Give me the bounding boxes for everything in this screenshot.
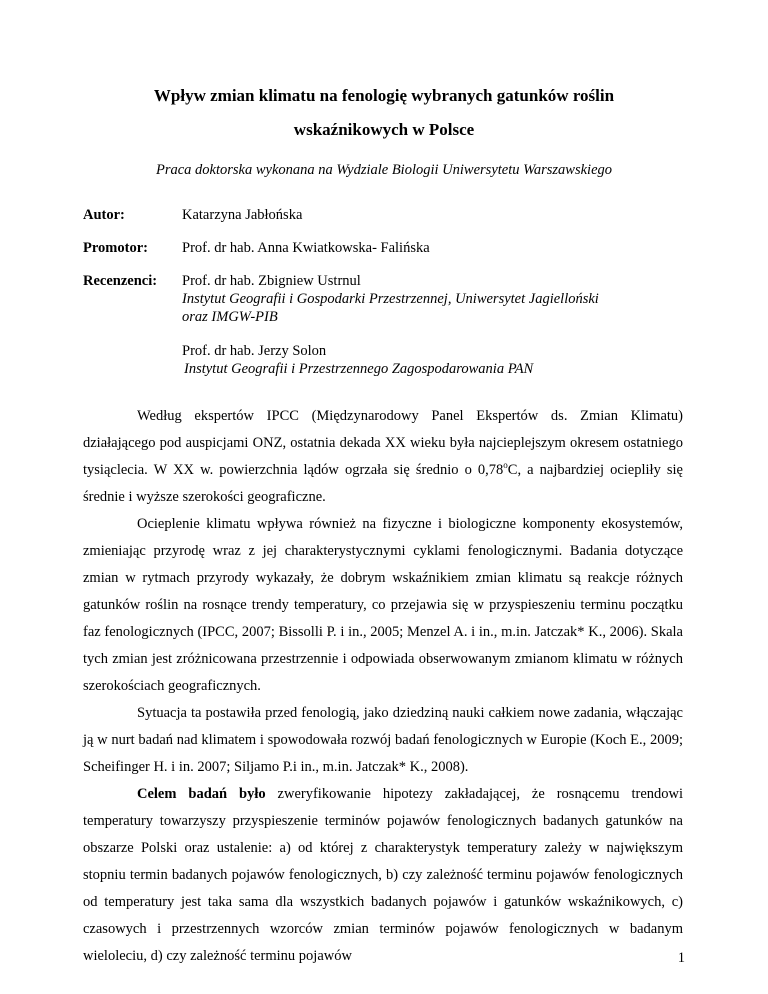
reviewer-1 [182, 272, 599, 326]
aim-heading: Celem badań było [137, 786, 266, 802]
reviewer-2-affiliation: Instytut Geografii i Przestrzennego Zagospodarowania PAN [184, 361, 534, 377]
reviewer-2 [182, 342, 533, 378]
promotor-label: Promotor: [83, 240, 148, 256]
document-title [100, 79, 668, 147]
paragraph-1: Według ekspertów IPCC (Międzynarodowy Panel Ekspertów ds. Zmian Klimatu) działającego pod auspicjami ONZ, ostatnia dekada XX wieku była najcieplejszym okresem ostatniego tysiąclecia. W XX w. powierzchnia lądów ogrzała się średnio o 0,78$^o$C, a najbardziej ociepliły się średnie i wyższe szerokości geograficzne. [83, 408, 683, 505]
reviewers-label: Recenzenci: [83, 273, 158, 289]
body-text [83, 403, 683, 970]
reviewer-1-affiliation-2: oraz IMGW-PIB [182, 309, 278, 325]
reviewer-2-name: Prof. dr hab. Jerzy Solon [182, 343, 327, 359]
title-line-2: wskaźnikowych w Polsce [293, 120, 475, 139]
author-name: Katarzyna Jabłońska [182, 207, 303, 223]
title-line-1: Wpływ zmian klimatu na fenologię wybranych gatunków roślin [153, 86, 615, 105]
document-subtitle: Praca doktorska wykonana na Wydziale Biologii Uniwersytetu Warszawskiego [155, 162, 613, 178]
paragraph-3: Sytuacja ta postawiła przed fenologią, jako dziedziną nauki całkiem nowe zadania, włączając ją w nurt badań nad klimatem i spowodowała rozwój badań fenologicznych w Europie (Koch E., 2009; Scheifinger H. i in. 2007; Siljamo P.i in., m.in. Jatczak* K., 2008). [83, 705, 683, 775]
degree-superscript: o [503, 460, 508, 470]
paragraph-2: Ocieplenie klimatu wpływa również na fizyczne i biologiczne komponenty ekosystemów, zmieniając przyrodę wraz z jej charakterystycznymi cyklami fenologicznymi. Badania dotyczące zmian w rytmach przyrody wykazały, że dobrym wskaźnikiem zmian klimatu są reakcje różnych gatunków roślin na rosnące trendy temperatury, co przejawia się w przyspieszeniu terminu początku faz fenologicznych (IPCC, 2007; Bissolli P. i in., 2005; Menzel A. i in., m.in. Jatczak* K., 2006). Skala tych zmian jest zróżnicowana przestrzennie i odpowiada obserwowanym zmianom klimatu w różnych szerokościach geograficznych. [83, 516, 683, 694]
reviewer-1-affiliation: Instytut Geografii i Gospodarki Przestrzennej, Uniwersytet Jagielloński [182, 291, 599, 307]
paragraph-4: Celem badań było zweryfikowanie hipotezy zakładającej, że rosnącemu trendowi temperatury towarzyszy przyspieszenie terminów pojawów fenologicznych badanych gatunków na obszarze Polski oraz ustalenie: a) od której z charakterystyk temperatury zależy w największym stopniu termin badanych pojawów fenologicznych, b) czy zależność terminu pojawów fenologicznych od temperatury jest taka sama dla wszystkich badanych pojawów i gatunków wskaźnikowych, c) czasowych i przestrzennych wzorców zmian terminów pojawów fenologicznych w badanym wieloleciu, d) czy zależność terminu pojawów [83, 786, 683, 964]
page-number: 1 [677, 950, 685, 966]
author-label: Autor: [83, 207, 125, 223]
promotor-name: Prof. dr hab. Anna Kwiatkowska- Falińska [182, 240, 430, 256]
reviewer-1-name: Prof. dr hab. Zbigniew Ustrnul [182, 273, 361, 289]
